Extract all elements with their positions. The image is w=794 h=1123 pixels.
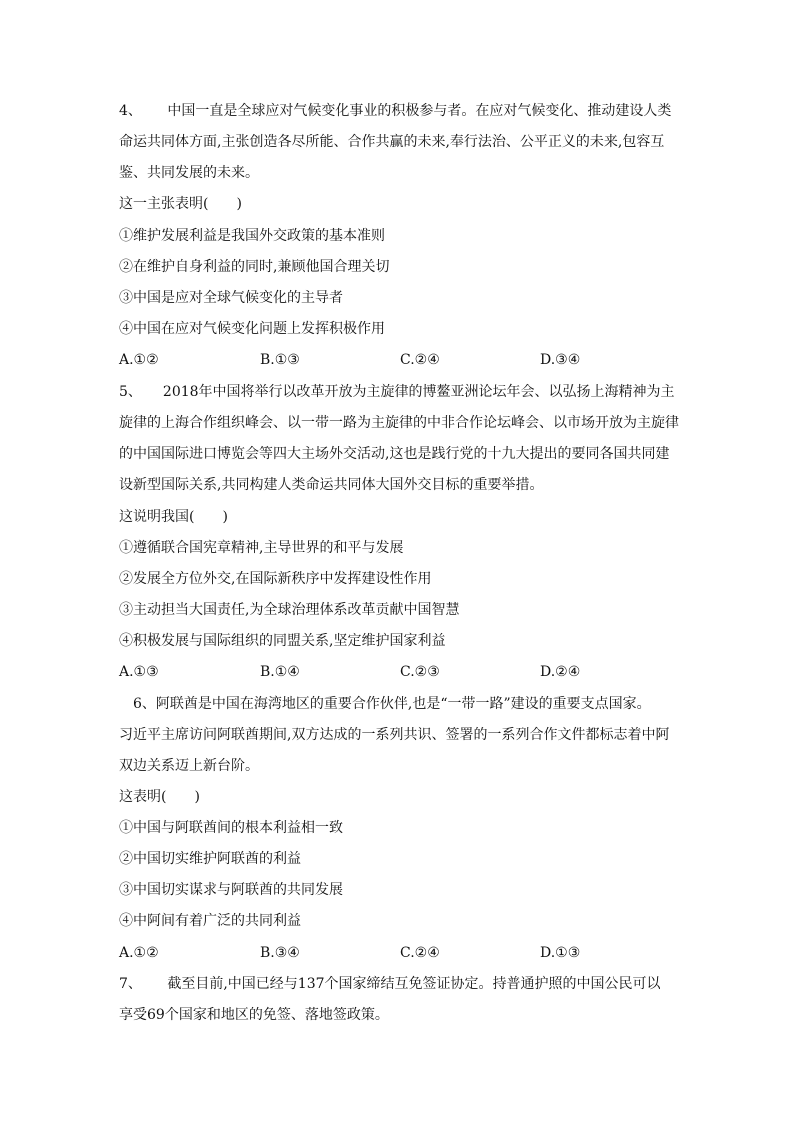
q4-option-a[interactable]: A.①② (119, 352, 159, 368)
q5-prompt: 这说明我国( ) (119, 509, 228, 525)
q6-options (119, 943, 679, 963)
q6-item-1: ①中国与阿联酋间的根本利益相一致 (119, 820, 343, 836)
q5-option-d[interactable]: D.②④ (540, 664, 581, 680)
q4-option-d[interactable]: D.③④ (540, 352, 581, 368)
q6-option-c[interactable]: C.②④ (400, 945, 440, 961)
q6-option-b[interactable]: B.③④ (260, 945, 300, 961)
q4-options (119, 350, 679, 370)
q6-item-2: ②中国切实维护阿联酋的利益 (119, 851, 301, 867)
q4-stem-line-1: 4、 中国一直是全球应对气候变化事业的积极参与者。在应对气候变化、推动建设人类 (119, 103, 672, 119)
q4-prompt: 这一主张表明( ) (119, 196, 242, 212)
q6-prompt: 这表明( ) (119, 789, 200, 805)
q5-stem-line-1: 5、 2018年中国将举行以改革开放为主旋律的博鳌亚洲论坛年会、以弘扬上海精神为主 (119, 384, 675, 400)
q5-stem-line-3: 的中国国际进口博览会等四大主场外交活动,这也是践行党的十九大提出的要同各国共同建 (119, 446, 670, 462)
q6-item-4: ④中阿间有着广泛的共同利益 (119, 913, 301, 929)
q4-stem-line-2: 命运共同体方面,主张创造各尽所能、合作共赢的未来,奉行法治、公平正义的未来,包容互 (119, 134, 665, 150)
q5-option-c[interactable]: C.②③ (400, 664, 440, 680)
q4-item-3: ③中国是应对全球气候变化的主导者 (119, 290, 343, 306)
q6-option-a[interactable]: A.①② (119, 945, 159, 961)
q6-stem-line-1: 6、阿联酋是中国在海湾地区的重要合作伙伴,也是“一带一路”建设的重要支点国家。 (119, 696, 651, 712)
q5-item-4: ④积极发展与国际组织的同盟关系,坚定维护国家利益 (119, 633, 446, 649)
q4-option-c[interactable]: C.②④ (400, 352, 440, 368)
q4-item-4: ④中国在应对气候变化问题上发挥积极作用 (119, 321, 385, 337)
q5-option-b[interactable]: B.①④ (260, 664, 300, 680)
q4-stem-line-3: 鉴、共同发展的未来。 (119, 165, 259, 181)
q5-stem-line-4: 设新型国际关系,共同构建人类命运共同体大国外交目标的重要举措。 (119, 477, 544, 493)
q5-stem-line-2: 旋律的上海合作组织峰会、以一带一路为主旋律的中非合作论坛峰会、以市场开放为主旋律 (119, 415, 679, 431)
q6-stem-line-3: 双边关系迈上新台阶。 (119, 758, 259, 774)
q4-item-2: ②在维护自身利益的同时,兼顾他国合理关切 (119, 259, 390, 275)
q6-stem-line-2: 习近平主席访问阿联酋期间,双方达成的一系列共识、签署的一系列合作文件都标志着中阿 (119, 727, 670, 743)
q6-item-3: ③中国切实谋求与阿联酋的共同发展 (119, 882, 343, 898)
q4-option-b[interactable]: B.①③ (260, 352, 300, 368)
q6-option-d[interactable]: D.①③ (540, 945, 581, 961)
q7-stem-line-1: 7、 截至目前,中国已经与137个国家缔结互免签证协定。持普通护照的中国公民可以 (119, 976, 661, 992)
q4-item-1: ①维护发展利益是我国外交政策的基本准则 (119, 228, 385, 244)
q5-item-2: ②发展全方位外交,在国际新秩序中发挥建设性作用 (119, 571, 432, 587)
q7-stem-line-2: 享受69个国家和地区的免签、落地签政策。 (119, 1007, 389, 1023)
q5-options (119, 662, 679, 682)
q5-item-1: ①遵循联合国宪章精神,主导世界的和平与发展 (119, 540, 404, 556)
q5-item-3: ③主动担当大国责任,为全球治理体系改革贡献中国智慧 (119, 602, 460, 618)
q5-option-a[interactable]: A.①③ (119, 664, 159, 680)
